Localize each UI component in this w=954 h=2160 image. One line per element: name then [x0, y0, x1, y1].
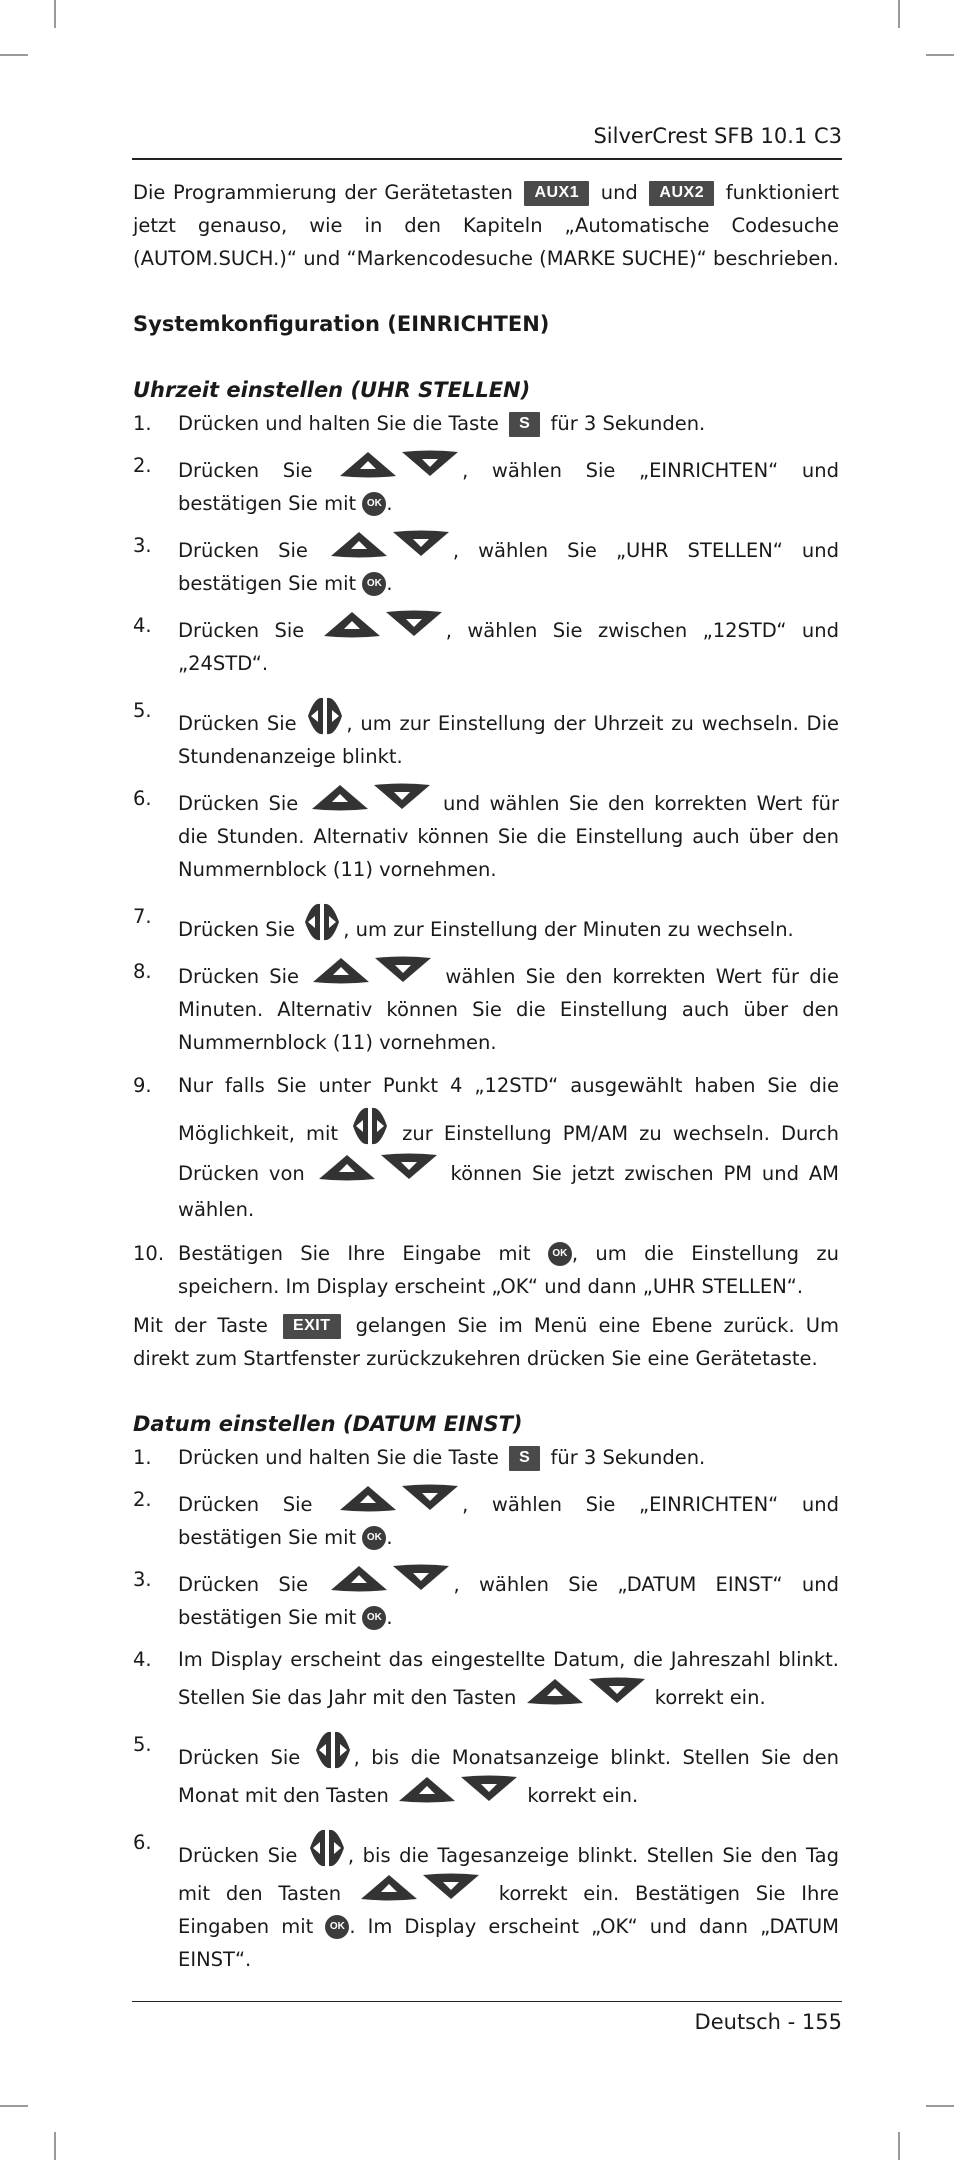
ok-button-icon: OK — [548, 1242, 572, 1266]
list-item — [133, 1563, 839, 1634]
intro-text: Die Programmierung der Gerätetasten — [133, 181, 513, 204]
step-text: Drücken Sie , um zur Einstellung der Minuten zu wechseln. — [178, 900, 839, 946]
step-text: Drücken Sie , um zur Einstellung der Uhrzeit zu wechseln. Die Stundenanzeige blinkt. — [178, 694, 839, 773]
up-down-arrow-keys-icon — [322, 609, 444, 639]
step-text: Im Display erscheint das eingestellte Datum, die Jahreszahl blinkt. Stellen Sie das Jahr mit den Tasten korrekt ein. — [178, 1648, 839, 1709]
step-text: Drücken Sie , wählen Sie zwischen „12STD“ und „24STD“. — [178, 609, 839, 680]
step-number: 5. — [133, 699, 152, 722]
step-number: 7. — [133, 905, 152, 928]
step-text: Drücken Sie , wählen Sie „UHR STELLEN“ und bestätigen Sie mit OK . — [178, 529, 839, 600]
page-number: Deutsch - 155 — [694, 2010, 842, 2034]
step-text: Drücken Sie , bis die Monatsanzeige blinkt. Stellen Sie den Monat mit den Tasten korrekt ein. — [178, 1728, 839, 1812]
step-number: 4. — [133, 614, 152, 637]
crop-mark — [898, 0, 900, 28]
list-item — [133, 1826, 839, 1976]
step-number: 6. — [133, 787, 152, 810]
list-item — [133, 900, 839, 946]
list-item — [133, 609, 839, 680]
crop-mark — [54, 2132, 56, 2160]
crop-mark — [54, 0, 56, 28]
ok-button-icon: OK — [362, 572, 386, 596]
crop-mark — [926, 2105, 954, 2107]
page-footer — [132, 2001, 842, 2034]
aux1-button-icon: AUX1 — [524, 181, 589, 206]
ok-button-icon: OK — [325, 1915, 349, 1939]
step-number: 3. — [133, 1568, 152, 1591]
step-text: Drücken Sie , wählen Sie „EINRICHTEN“ und bestätigen Sie mit OK . — [178, 1483, 839, 1554]
step-text: Nur falls Sie unter Punkt 4 „12STD“ ausgewählt haben Sie die Möglichkeit, mit zur Einstellung PM/AM zu wechseln. Durch Drücken von können Sie jetzt zwischen PM und AM wählen. — [178, 1074, 839, 1221]
step-text: Drücken Sie und wählen Sie den korrekten Wert für die Stunden. Alternativ können Sie die Einstellung auch über den Nummernblock (11) vornehmen. — [178, 782, 839, 886]
step-number: 8. — [133, 960, 152, 983]
up-down-arrow-keys-icon — [317, 1152, 439, 1182]
list-item — [133, 1483, 839, 1554]
s-button-icon: S — [509, 1446, 540, 1471]
exit-paragraph: Mit der Taste EXIT gelangen Sie im Menü eine Ebene zurück. Um direkt zum Startfenster zurückzukehren drücken Sie eine Gerätetaste. — [133, 1314, 839, 1370]
step-number: 6. — [133, 1831, 152, 1854]
step-text: Bestätigen Sie Ihre Eingabe mit OK , um die Einstellung zu speichern. Im Display erscheint „OK“ und dann „UHR STELLEN“. — [178, 1242, 839, 1298]
list-item — [133, 694, 839, 773]
step-number: 1. — [133, 412, 152, 435]
up-down-arrow-keys-icon — [329, 529, 451, 559]
ok-button-icon: OK — [362, 492, 386, 516]
crop-mark — [0, 2105, 28, 2107]
intro-text: funktioniert jetzt genauso, wie in den Kapiteln „Automatische Codesuche (AUTOM.SUCH.)“ und “Markencodesuche (MARKE SUCHE)“ beschrieben. — [133, 181, 840, 270]
section-heading: Systemkonfiguration (EINRICHTEN) — [133, 312, 550, 336]
step-number: 1. — [133, 1446, 152, 1469]
up-down-arrow-keys-icon — [338, 1483, 460, 1513]
intro-text: und — [600, 181, 638, 204]
s-button-icon: S — [509, 412, 540, 437]
crop-mark — [926, 54, 954, 56]
up-down-arrow-keys-icon — [525, 1676, 647, 1706]
list-item — [133, 1068, 839, 1228]
up-down-arrow-keys-icon — [359, 1872, 481, 1902]
subsection-heading-datum: Datum einstellen (DATUM EINST) — [133, 1412, 523, 1436]
list-item — [133, 1728, 839, 1812]
aux2-button-icon: AUX2 — [649, 181, 714, 206]
left-right-arrow-keys-icon — [306, 694, 344, 738]
list-item — [133, 1441, 839, 1474]
step-text: Drücken Sie , wählen Sie „DATUM EINST“ und bestätigen Sie mit OK . — [178, 1563, 839, 1634]
list-item — [133, 1643, 839, 1714]
left-right-arrow-keys-icon — [303, 900, 341, 944]
left-right-arrow-keys-icon — [351, 1104, 389, 1148]
left-right-arrow-keys-icon — [314, 1728, 352, 1772]
step-number: 3. — [133, 534, 152, 557]
step-number: 2. — [133, 454, 152, 477]
page-content — [133, 176, 839, 1976]
step-text: Drücken Sie , bis die Tagesanzeige blinkt. Stellen Sie den Tag mit den Tasten korrekt ein. Bestätigen Sie Ihre Eingaben mit OK . Im Display erscheint „OK“ und dann „DATUM EINST“. — [178, 1826, 839, 1976]
step-number: 4. — [133, 1648, 152, 1671]
step-number: 10. — [133, 1242, 165, 1265]
list-item — [133, 1237, 839, 1303]
left-right-arrow-keys-icon — [308, 1826, 346, 1870]
ok-button-icon: OK — [362, 1606, 386, 1630]
ok-button-icon: OK — [362, 1526, 386, 1550]
page-header — [132, 124, 842, 160]
list-item — [133, 955, 839, 1059]
list-item — [133, 782, 839, 886]
page-header-title: SilverCrest SFB 10.1 C3 — [593, 124, 842, 148]
up-down-arrow-keys-icon — [397, 1774, 519, 1804]
up-down-arrow-keys-icon — [338, 449, 460, 479]
subsection-heading-uhrzeit: Uhrzeit einstellen (UHR STELLEN) — [133, 378, 531, 402]
crop-mark — [0, 54, 28, 56]
list-item — [133, 407, 839, 440]
step-number: 2. — [133, 1488, 152, 1511]
up-down-arrow-keys-icon — [311, 955, 433, 985]
up-down-arrow-keys-icon — [329, 1563, 451, 1593]
list-item — [133, 529, 839, 600]
crop-mark — [898, 2132, 900, 2160]
step-text: Drücken und halten Sie die Taste S für 3 Sekunden. — [178, 412, 706, 435]
step-text: Drücken Sie wählen Sie den korrekten Wert für die Minuten. Alternativ können Sie die Einstellung auch über den Nummernblock (11) vornehmen. — [178, 955, 839, 1059]
exit-button-icon: EXIT — [283, 1314, 341, 1339]
list-item — [133, 449, 839, 520]
step-number: 9. — [133, 1074, 152, 1097]
intro-paragraph — [133, 176, 839, 275]
step-text: Drücken und halten Sie die Taste S für 3 Sekunden. — [178, 1446, 706, 1469]
step-number: 5. — [133, 1733, 152, 1756]
step-text: Drücken Sie , wählen Sie „EINRICHTEN“ und bestätigen Sie mit OK . — [178, 449, 839, 520]
up-down-arrow-keys-icon — [310, 782, 432, 812]
